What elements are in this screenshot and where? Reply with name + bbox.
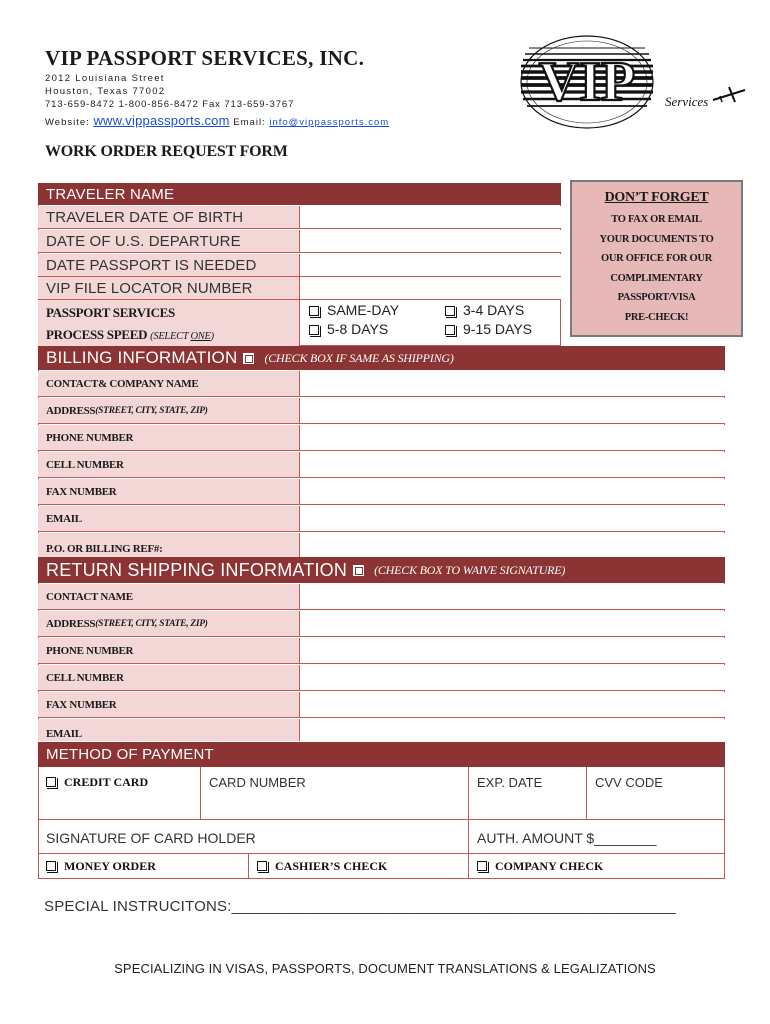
reminder-line: YOUR DOCUMENTS TO	[599, 233, 714, 245]
speed-option-9-15-days[interactable]	[445, 321, 532, 337]
label-text: CONTACT NAME	[46, 590, 133, 603]
phone-numbers: 713-659-8472 1-800-856-8472 Fax 713-659-3767	[45, 99, 295, 110]
website-link[interactable]: www.vippassports.com	[93, 113, 230, 128]
form-title: WORK ORDER REQUEST FORM	[45, 143, 288, 160]
reminder-line: COMPLIMENTARY	[610, 272, 703, 284]
special-instructions-field[interactable]: SPECIAL INSTRUCITONS:____________________________________________________	[44, 898, 676, 915]
logo-letters: VIP	[538, 51, 636, 113]
cashiers-check-label: CASHIER’S CHECK	[275, 859, 388, 873]
billing-email-field[interactable]	[299, 506, 725, 531]
checkbox-icon[interactable]	[445, 325, 455, 335]
reminder-body	[572, 210, 741, 327]
billing-row	[38, 479, 725, 505]
shipping-fax-field[interactable]	[299, 692, 725, 717]
billing-phone-field[interactable]	[299, 425, 725, 450]
checkbox-icon[interactable]	[477, 861, 487, 871]
shipping-row	[38, 719, 725, 741]
shipping-row	[38, 665, 725, 691]
reminder-title: DON’T FORGET	[604, 190, 709, 205]
cashiers-check-option[interactable]	[249, 854, 469, 879]
process-speed-label	[38, 300, 299, 346]
billing-row	[38, 398, 725, 424]
label-text: PHONE NUMBER	[46, 644, 134, 657]
row-label: DATE OF U.S. DEPARTURE	[38, 230, 299, 252]
payment-title: METHOD OF PAYMENT	[46, 746, 214, 763]
passport-needed-field[interactable]	[299, 254, 561, 276]
shipping-cell-field[interactable]	[299, 665, 725, 690]
billing-note: (CHECK BOX IF SAME AS SHIPPING)	[264, 350, 454, 365]
email-label: Email:	[233, 117, 266, 128]
speed-option-label: 3-4 DAYS	[463, 302, 525, 318]
departure-date-field[interactable]	[299, 230, 561, 252]
shipping-row	[38, 611, 725, 637]
billing-row	[38, 425, 725, 451]
traveler-dob-row	[38, 206, 561, 229]
payment-band	[38, 742, 725, 767]
shipping-row	[38, 638, 725, 664]
speed-select-one: ONE	[190, 331, 211, 342]
signature-label: SIGNATURE OF CARD HOLDER	[46, 830, 256, 846]
row-label	[38, 506, 299, 531]
money-order-label: MONEY ORDER	[64, 859, 156, 873]
departure-date-row	[38, 230, 561, 253]
billing-band	[38, 346, 725, 370]
file-locator-field[interactable]	[299, 277, 561, 299]
row-label	[38, 452, 299, 477]
billing-po-field[interactable]	[299, 533, 725, 557]
traveler-name-label: TRAVELER NAME	[46, 185, 175, 203]
label-text: P.O. OR BILLING REF#:	[46, 543, 163, 555]
website-label: Website:	[45, 117, 90, 128]
shipping-row	[38, 692, 725, 718]
street-address: 2012 Louisiana Street	[45, 73, 165, 84]
row-label	[38, 611, 299, 636]
shipping-note: (CHECK BOX TO WAIVE SIGNATURE)	[374, 562, 566, 577]
company-check-option[interactable]	[469, 854, 725, 879]
row-label	[38, 692, 299, 717]
speed-option-same-day[interactable]	[309, 302, 399, 318]
auth-amount-field[interactable]	[469, 820, 725, 854]
checkbox-icon[interactable]	[46, 861, 56, 871]
row-label	[38, 638, 299, 663]
billing-cell-field[interactable]	[299, 452, 725, 477]
billing-row	[38, 506, 725, 532]
label-text: CELL NUMBER	[46, 458, 124, 471]
row-label: DATE PASSPORT IS NEEDED	[38, 254, 299, 276]
same-as-shipping-checkbox[interactable]	[243, 353, 254, 364]
traveler-name-band	[38, 183, 561, 205]
label-text: EMAIL	[46, 512, 82, 525]
traveler-dob-field[interactable]	[299, 206, 561, 228]
row-label: VIP FILE LOCATOR NUMBER	[38, 277, 299, 299]
label-text: CONTACT& COMPANY NAME	[46, 377, 199, 390]
logo-services-text: Services	[665, 94, 709, 109]
row-label	[38, 398, 299, 423]
card-number-label: CARD NUMBER	[209, 775, 306, 790]
billing-row	[38, 452, 725, 478]
label-hint: (STREET, CITY, STATE, ZIP)	[95, 405, 208, 416]
row-label	[38, 665, 299, 690]
reminder-line: PRE-CHECK!	[624, 311, 689, 323]
row-label	[38, 719, 299, 741]
billing-contact-field[interactable]	[299, 371, 725, 396]
vip-logo	[515, 30, 755, 140]
billing-title: BILLING INFORMATION	[46, 348, 238, 367]
auth-amount-label: AUTH. AMOUNT $________	[477, 830, 657, 846]
row-label	[38, 371, 299, 396]
row-label	[38, 533, 299, 557]
city-address: Houston, Texas 77002	[45, 86, 166, 97]
speed-select-hint: (SELECT	[150, 331, 191, 342]
reminder-line: TO FAX OR EMAIL	[611, 214, 702, 225]
money-order-option[interactable]	[38, 854, 249, 879]
label-text: ADDRESS	[46, 404, 96, 417]
exp-date-label: EXP. DATE	[477, 775, 543, 790]
file-locator-row	[38, 277, 561, 300]
row-label	[38, 479, 299, 504]
shipping-email-field[interactable]	[299, 719, 725, 741]
exp-date-field[interactable]	[469, 767, 587, 820]
contact-line	[45, 113, 389, 128]
label-text: EMAIL	[46, 728, 82, 740]
shipping-phone-field[interactable]	[299, 638, 725, 663]
speed-option-5-8-days[interactable]	[309, 321, 388, 337]
company-check-label: COMPANY CHECK	[495, 859, 604, 873]
checkbox-icon[interactable]	[257, 861, 267, 871]
checkbox-icon[interactable]	[46, 777, 56, 787]
label-hint: (STREET, CITY, STATE, ZIP)	[95, 618, 208, 629]
credit-card-label: CREDIT CARD	[64, 775, 149, 789]
company-name: VIP PASSPORT SERVICES, INC.	[45, 46, 365, 70]
billing-row	[38, 533, 725, 557]
credit-card-option[interactable]	[38, 767, 201, 820]
label-text: CELL NUMBER	[46, 671, 124, 684]
speed-option-label: SAME-DAY	[327, 302, 400, 318]
speed-option-label: 5-8 DAYS	[327, 321, 389, 337]
email-link[interactable]: info@vippassports.com	[269, 117, 390, 128]
shipping-row	[38, 584, 725, 610]
speed-label-text: PROCESS SPEED	[46, 327, 148, 342]
label-text: ADDRESS	[46, 617, 96, 630]
signature-field[interactable]	[38, 820, 469, 854]
billing-fax-field[interactable]	[299, 479, 725, 504]
speed-option-3-4-days[interactable]	[445, 302, 524, 318]
checkbox-icon[interactable]	[309, 306, 319, 316]
speed-select-end: )	[210, 331, 214, 342]
cvv-field[interactable]	[587, 767, 725, 820]
shipping-contact-field[interactable]	[299, 584, 725, 609]
checkbox-icon[interactable]	[309, 325, 319, 335]
shipping-address-field[interactable]	[299, 611, 725, 636]
cvv-label: CVV CODE	[595, 775, 663, 790]
label-text: FAX NUMBER	[46, 698, 117, 711]
billing-address-field[interactable]	[299, 398, 725, 423]
shipping-band	[38, 557, 725, 583]
label-text: PHONE NUMBER	[46, 431, 134, 444]
checkbox-icon[interactable]	[445, 306, 455, 316]
row-label	[38, 425, 299, 450]
passport-needed-row	[38, 254, 561, 277]
row-label: TRAVELER DATE OF BIRTH	[38, 206, 299, 228]
speed-label-line2	[46, 327, 214, 343]
speed-label-line1: PASSPORT SERVICES	[46, 305, 175, 320]
reminder-box	[570, 180, 743, 337]
reminder-line: PASSPORT/VISA	[617, 292, 696, 303]
label-text: FAX NUMBER	[46, 485, 117, 498]
speed-option-label: 9-15 DAYS	[463, 321, 532, 337]
shipping-title: RETURN SHIPPING INFORMATION	[46, 559, 348, 580]
card-number-field[interactable]	[201, 767, 469, 820]
airplane-icon	[713, 87, 745, 102]
footer-tagline: SPECIALIZING IN VISAS, PASSPORTS, DOCUMENT TRANSLATIONS & LEGALIZATIONS	[114, 961, 656, 976]
row-label	[38, 584, 299, 609]
billing-row	[38, 371, 725, 397]
waive-signature-checkbox[interactable]	[353, 565, 364, 576]
reminder-line: OUR OFFICE FOR OUR	[601, 253, 712, 264]
